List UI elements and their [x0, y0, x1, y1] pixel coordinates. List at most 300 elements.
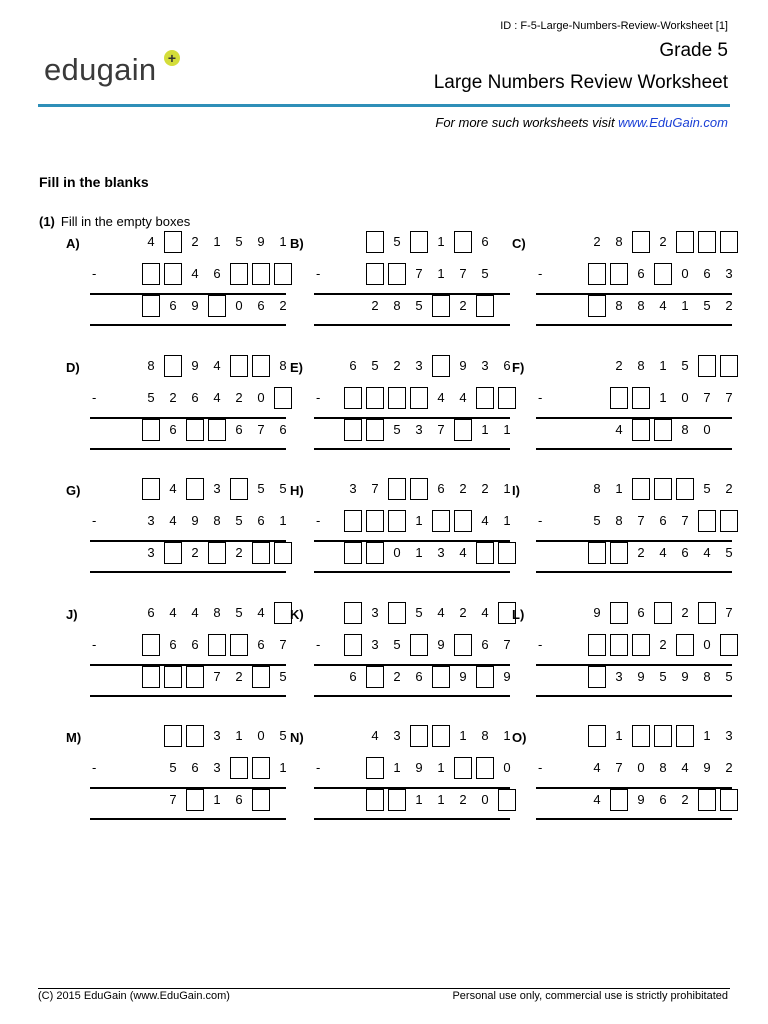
- answer-box[interactable]: [720, 510, 738, 532]
- problem-label: J): [66, 607, 78, 622]
- answer-box[interactable]: [252, 757, 270, 779]
- answer-box[interactable]: [230, 757, 248, 779]
- digit: 2: [659, 637, 667, 652]
- digit: 3: [349, 481, 357, 496]
- minus-sign: -: [538, 266, 543, 281]
- result-line: [536, 571, 732, 573]
- answer-box[interactable]: [410, 634, 428, 656]
- digit: 3: [371, 605, 379, 620]
- difference-row: [66, 419, 287, 441]
- digit: 2: [279, 298, 287, 313]
- answer-box[interactable]: [164, 263, 182, 285]
- answer-box[interactable]: [186, 478, 204, 500]
- answer-box[interactable]: [344, 419, 362, 441]
- digit: 3: [415, 422, 423, 437]
- answer-box[interactable]: [344, 634, 362, 656]
- answer-box[interactable]: [142, 295, 160, 317]
- problem-j: [66, 607, 296, 717]
- answer-box[interactable]: [610, 602, 628, 624]
- edugain-link[interactable]: www.EduGain.com: [618, 115, 728, 130]
- answer-box[interactable]: [720, 789, 738, 811]
- answer-box[interactable]: [230, 478, 248, 500]
- answer-box[interactable]: [252, 263, 270, 285]
- digit: 6: [681, 545, 689, 560]
- answer-box[interactable]: [588, 263, 606, 285]
- digit: 1: [279, 513, 287, 528]
- answer-box[interactable]: [208, 419, 226, 441]
- digit: 4: [481, 605, 489, 620]
- digit: 3: [481, 358, 489, 373]
- subtrahend-row: [66, 263, 260, 285]
- problem-label: B): [290, 236, 304, 251]
- digit: 4: [213, 390, 221, 405]
- digit: 7: [437, 422, 445, 437]
- digit: 4: [459, 390, 467, 405]
- digit: 5: [279, 481, 287, 496]
- digit: 5: [725, 669, 733, 684]
- answer-box[interactable]: [142, 419, 160, 441]
- answer-box[interactable]: [476, 295, 494, 317]
- answer-box[interactable]: [698, 355, 716, 377]
- digit: 1: [503, 513, 511, 528]
- digit: 8: [659, 760, 667, 775]
- digit: 6: [169, 422, 177, 437]
- digit: 5: [393, 422, 401, 437]
- digit: 7: [415, 266, 423, 281]
- digit: 9: [191, 298, 199, 313]
- digit: 1: [681, 298, 689, 313]
- digit: 6: [257, 298, 265, 313]
- digit: 6: [703, 266, 711, 281]
- section-title: Fill in the blanks: [39, 174, 149, 190]
- answer-box[interactable]: [454, 634, 472, 656]
- digit: 2: [191, 545, 199, 560]
- answer-box[interactable]: [164, 231, 182, 253]
- answer-box[interactable]: [676, 725, 694, 747]
- answer-box[interactable]: [610, 789, 628, 811]
- digit: 9: [257, 234, 265, 249]
- answer-box[interactable]: [164, 725, 182, 747]
- answer-box[interactable]: [410, 387, 428, 409]
- problem-e: [290, 360, 520, 470]
- digit: 8: [393, 298, 401, 313]
- digit: 7: [503, 637, 511, 652]
- answer-box[interactable]: [208, 542, 226, 564]
- subtraction-line: [536, 293, 732, 295]
- answer-box[interactable]: [366, 387, 384, 409]
- minus-sign: -: [92, 760, 97, 775]
- digit: 5: [725, 545, 733, 560]
- answer-box[interactable]: [476, 387, 494, 409]
- subtrahend-row: [66, 757, 287, 779]
- digit: 8: [481, 728, 489, 743]
- digit: 0: [393, 545, 401, 560]
- answer-box[interactable]: [366, 789, 384, 811]
- digit: 7: [637, 513, 645, 528]
- answer-box[interactable]: [720, 231, 738, 253]
- digit: 7: [681, 513, 689, 528]
- answer-box[interactable]: [252, 355, 270, 377]
- problem-g: [66, 483, 296, 593]
- answer-box[interactable]: [366, 419, 384, 441]
- digit: 1: [437, 792, 445, 807]
- answer-box[interactable]: [432, 295, 450, 317]
- digit: 1: [459, 728, 467, 743]
- answer-box[interactable]: [654, 419, 672, 441]
- answer-box[interactable]: [366, 542, 384, 564]
- problem-label: I): [512, 483, 520, 498]
- digit: 6: [659, 513, 667, 528]
- difference-row: [290, 295, 484, 317]
- answer-box[interactable]: [632, 725, 650, 747]
- digit: 0: [681, 390, 689, 405]
- answer-box[interactable]: [388, 789, 406, 811]
- answer-box[interactable]: [698, 510, 716, 532]
- subtrahend-row: [290, 510, 511, 532]
- digit: 1: [503, 422, 511, 437]
- answer-box[interactable]: [432, 666, 450, 688]
- digit: 1: [437, 266, 445, 281]
- digit: 9: [593, 605, 601, 620]
- digit: 4: [681, 760, 689, 775]
- digit: 2: [169, 390, 177, 405]
- problem-label: F): [512, 360, 525, 375]
- difference-row: [66, 542, 260, 564]
- digit: 6: [169, 637, 177, 652]
- answer-box[interactable]: [410, 725, 428, 747]
- answer-box[interactable]: [388, 478, 406, 500]
- answer-box[interactable]: [432, 725, 450, 747]
- answer-box[interactable]: [454, 231, 472, 253]
- answer-box[interactable]: [142, 666, 160, 688]
- problem-label: O): [512, 730, 527, 745]
- digit: 9: [415, 760, 423, 775]
- answer-box[interactable]: [366, 757, 384, 779]
- answer-box[interactable]: [454, 419, 472, 441]
- answer-box[interactable]: [698, 602, 716, 624]
- worksheet-title: Large Numbers Review Worksheet: [433, 72, 728, 93]
- answer-box[interactable]: [676, 231, 694, 253]
- minus-sign: -: [92, 266, 97, 281]
- digit: 1: [213, 234, 221, 249]
- digit: 6: [257, 513, 265, 528]
- answer-box[interactable]: [366, 666, 384, 688]
- digit: 8: [681, 422, 689, 437]
- answer-box[interactable]: [142, 634, 160, 656]
- answer-box[interactable]: [654, 263, 672, 285]
- answer-box[interactable]: [720, 634, 738, 656]
- digit: 2: [725, 760, 733, 775]
- answer-box[interactable]: [454, 757, 472, 779]
- digit: 3: [393, 728, 401, 743]
- problem-c: [512, 236, 742, 346]
- answer-box[interactable]: [366, 231, 384, 253]
- subtrahend-row: [66, 510, 287, 532]
- digit: 8: [615, 234, 623, 249]
- minuend-row: [290, 355, 511, 377]
- minus-sign: -: [538, 390, 543, 405]
- answer-box[interactable]: [610, 542, 628, 564]
- problem-label: E): [290, 360, 303, 375]
- answer-box[interactable]: [476, 542, 494, 564]
- digit: 7: [703, 390, 711, 405]
- subtraction-line: [314, 787, 510, 789]
- answer-box[interactable]: [344, 510, 362, 532]
- digit: 1: [703, 728, 711, 743]
- minuend-row: [290, 478, 511, 500]
- digit: 9: [191, 358, 199, 373]
- difference-row: [290, 419, 511, 441]
- answer-box[interactable]: [208, 634, 226, 656]
- digit: 1: [615, 481, 623, 496]
- digit: 6: [481, 234, 489, 249]
- digit: 5: [681, 358, 689, 373]
- problem-m: [66, 730, 296, 840]
- digit: 6: [213, 266, 221, 281]
- digit: 9: [437, 637, 445, 652]
- difference-row: [66, 666, 287, 688]
- digit: 2: [235, 669, 243, 684]
- digit: 2: [459, 605, 467, 620]
- answer-box[interactable]: [632, 634, 650, 656]
- answer-box[interactable]: [632, 387, 650, 409]
- answer-box[interactable]: [186, 725, 204, 747]
- digit: 4: [703, 545, 711, 560]
- digit: 6: [169, 298, 177, 313]
- answer-box[interactable]: [388, 387, 406, 409]
- answer-box[interactable]: [344, 542, 362, 564]
- digit: 8: [703, 669, 711, 684]
- digit: 7: [459, 266, 467, 281]
- digit: 6: [415, 669, 423, 684]
- digit: 2: [393, 358, 401, 373]
- problem-b: [290, 236, 520, 346]
- answer-box[interactable]: [654, 725, 672, 747]
- answer-box[interactable]: [410, 231, 428, 253]
- subtrahend-row: [66, 634, 287, 656]
- answer-box[interactable]: [142, 478, 160, 500]
- answer-box[interactable]: [588, 542, 606, 564]
- problem-label: M): [66, 730, 82, 745]
- answer-box[interactable]: [186, 666, 204, 688]
- digit: 6: [503, 358, 511, 373]
- answer-box[interactable]: [230, 634, 248, 656]
- problem-label: D): [66, 360, 80, 375]
- digit: 6: [257, 637, 265, 652]
- minuend-row: [66, 355, 287, 377]
- digit: 5: [235, 513, 243, 528]
- digit: 4: [593, 792, 601, 807]
- subtrahend-row: [512, 263, 733, 285]
- minuend-row: [512, 355, 706, 377]
- digit: 9: [459, 669, 467, 684]
- subtrahend-row: [512, 634, 711, 656]
- digit: 0: [257, 390, 265, 405]
- answer-box[interactable]: [588, 634, 606, 656]
- answer-box[interactable]: [366, 510, 384, 532]
- answer-box[interactable]: [676, 478, 694, 500]
- digit: 3: [147, 513, 155, 528]
- digit: 4: [169, 481, 177, 496]
- answer-box[interactable]: [654, 602, 672, 624]
- answer-box[interactable]: [588, 295, 606, 317]
- answer-box[interactable]: [610, 387, 628, 409]
- answer-box[interactable]: [164, 542, 182, 564]
- question-text: Fill in the empty boxes: [60, 214, 191, 229]
- answer-box[interactable]: [186, 419, 204, 441]
- footer-usage-note: Personal use only, commercial use is strictly prohibitated: [452, 990, 728, 1002]
- answer-box[interactable]: [654, 478, 672, 500]
- digit: 4: [169, 513, 177, 528]
- answer-box[interactable]: [610, 263, 628, 285]
- answer-box[interactable]: [186, 789, 204, 811]
- minuend-row: [290, 725, 511, 747]
- digit: 7: [725, 605, 733, 620]
- subtrahend-row: [66, 387, 265, 409]
- problem-label: K): [290, 607, 304, 622]
- answer-box[interactable]: [142, 263, 160, 285]
- digit: 4: [481, 513, 489, 528]
- grade-label: Grade 5: [659, 40, 728, 61]
- answer-box[interactable]: [344, 387, 362, 409]
- digit: 3: [213, 481, 221, 496]
- digit: 6: [235, 792, 243, 807]
- answer-box[interactable]: [698, 789, 716, 811]
- answer-box[interactable]: [610, 634, 628, 656]
- digit: 3: [371, 637, 379, 652]
- digit: 2: [593, 234, 601, 249]
- digit: 7: [725, 390, 733, 405]
- answer-box[interactable]: [632, 419, 650, 441]
- digit: 6: [637, 605, 645, 620]
- digit: 9: [681, 669, 689, 684]
- digit: 1: [279, 234, 287, 249]
- minus-sign: -: [316, 390, 321, 405]
- answer-box[interactable]: [164, 355, 182, 377]
- edugain-logo: edugain: [44, 52, 157, 87]
- digit: 2: [659, 234, 667, 249]
- digit: 1: [437, 760, 445, 775]
- minus-sign: -: [316, 760, 321, 775]
- answer-box[interactable]: [410, 478, 428, 500]
- answer-box[interactable]: [698, 231, 716, 253]
- digit: 1: [503, 728, 511, 743]
- answer-box[interactable]: [476, 666, 494, 688]
- digit: 0: [703, 422, 711, 437]
- subtraction-line: [536, 787, 732, 789]
- digit: 1: [437, 234, 445, 249]
- minus-sign: -: [538, 760, 543, 775]
- digit: 3: [725, 266, 733, 281]
- digit: 5: [235, 234, 243, 249]
- subtraction-line: [90, 540, 286, 542]
- logo-plus-icon: +: [164, 50, 180, 66]
- digit: 6: [191, 390, 199, 405]
- answer-box[interactable]: [588, 725, 606, 747]
- result-line: [314, 324, 510, 326]
- minuend-row: [512, 725, 733, 747]
- worksheet-id: ID : F-5-Large-Numbers-Review-Worksheet [1]: [500, 20, 728, 32]
- digit: 5: [257, 481, 265, 496]
- minuend-row: [66, 602, 265, 624]
- answer-box[interactable]: [588, 666, 606, 688]
- digit: 2: [725, 481, 733, 496]
- digit: 9: [459, 358, 467, 373]
- difference-row: [512, 542, 733, 564]
- digit: 2: [481, 481, 489, 496]
- digit: 5: [703, 298, 711, 313]
- answer-box[interactable]: [164, 666, 182, 688]
- problem-n: [290, 730, 520, 840]
- digit: 8: [637, 358, 645, 373]
- result-line: [536, 695, 732, 697]
- answer-box[interactable]: [252, 789, 270, 811]
- subtrahend-row: [290, 387, 484, 409]
- digit: 2: [681, 605, 689, 620]
- digit: 1: [615, 728, 623, 743]
- digit: 3: [213, 728, 221, 743]
- digit: 3: [437, 545, 445, 560]
- answer-box[interactable]: [388, 510, 406, 532]
- answer-box[interactable]: [344, 602, 362, 624]
- digit: 2: [459, 298, 467, 313]
- subtraction-line: [536, 664, 732, 666]
- result-line: [90, 695, 286, 697]
- answer-box[interactable]: [208, 295, 226, 317]
- digit: 5: [415, 298, 423, 313]
- answer-box[interactable]: [230, 263, 248, 285]
- digit: 1: [279, 760, 287, 775]
- answer-box[interactable]: [432, 355, 450, 377]
- answer-box[interactable]: [230, 355, 248, 377]
- digit: 9: [637, 792, 645, 807]
- subtraction-line: [90, 664, 286, 666]
- answer-box[interactable]: [252, 542, 270, 564]
- digit: 5: [169, 760, 177, 775]
- digit: 0: [481, 792, 489, 807]
- answer-box[interactable]: [676, 634, 694, 656]
- digit: 9: [503, 669, 511, 684]
- difference-row: [512, 666, 733, 688]
- answer-box[interactable]: [632, 478, 650, 500]
- answer-box[interactable]: [454, 510, 472, 532]
- minus-sign: -: [316, 637, 321, 652]
- answer-box[interactable]: [388, 602, 406, 624]
- digit: 5: [393, 637, 401, 652]
- digit: 5: [659, 669, 667, 684]
- digit: 3: [213, 760, 221, 775]
- digit: 1: [393, 760, 401, 775]
- minuend-row: [290, 602, 489, 624]
- answer-box[interactable]: [720, 355, 738, 377]
- answer-box[interactable]: [432, 510, 450, 532]
- digit: 0: [257, 728, 265, 743]
- digit: 1: [415, 545, 423, 560]
- digit: 1: [415, 792, 423, 807]
- minuend-row: [512, 478, 733, 500]
- digit: 2: [615, 358, 623, 373]
- problem-a: [66, 236, 296, 346]
- question-line: [39, 214, 190, 229]
- answer-box[interactable]: [632, 231, 650, 253]
- digit: 9: [703, 760, 711, 775]
- answer-box[interactable]: [476, 757, 494, 779]
- answer-box[interactable]: [252, 666, 270, 688]
- digit: 4: [191, 266, 199, 281]
- answer-box[interactable]: [388, 263, 406, 285]
- digit: 4: [593, 760, 601, 775]
- answer-box[interactable]: [366, 263, 384, 285]
